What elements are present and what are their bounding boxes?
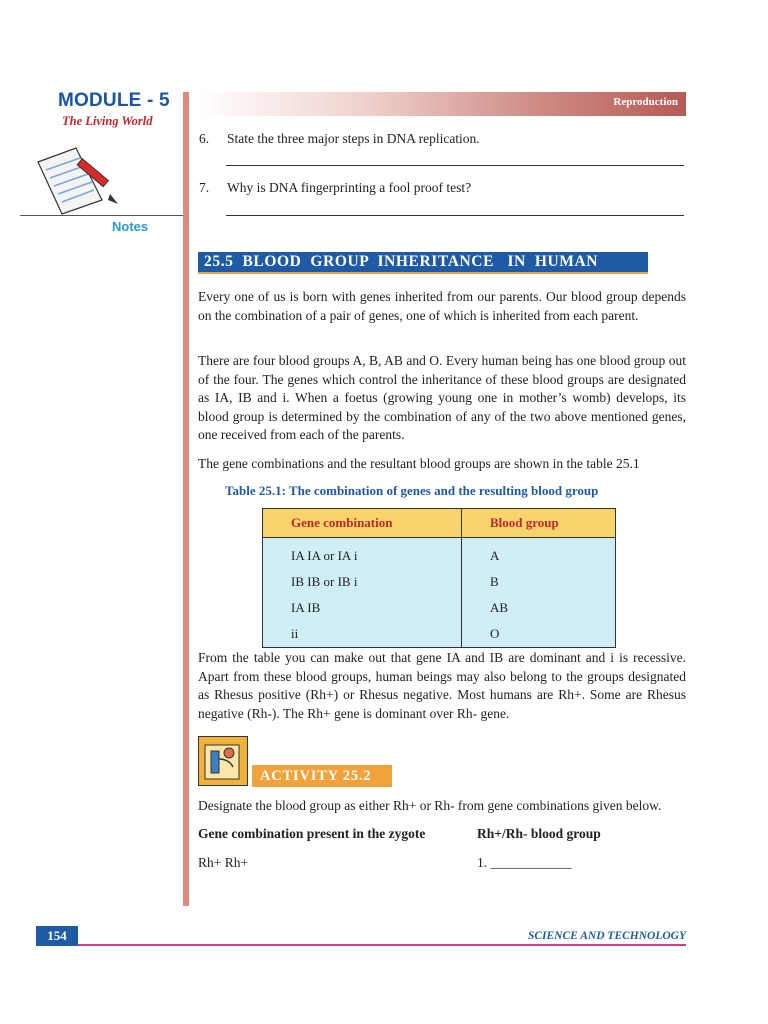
activity-icon <box>198 736 248 786</box>
section-heading <box>198 252 648 274</box>
blood-group-table <box>262 508 616 648</box>
question-7 <box>199 180 471 196</box>
table-cell: ii <box>263 621 462 648</box>
footer-book-title: SCIENCE AND TECHNOLOGY <box>527 930 686 942</box>
paragraph-4: From the table you can make out that gene IA and IB are dominant and i is recessive. Apart from these blood groups, human beings may also belong to the groups designated as Rhesus positive (Rh+) or Rhesus negative. Most humans are Rh+. Some are Rhesus negative (Rh-). The Rh+ gene is dominant over Rh- gene. <box>198 650 686 721</box>
activity-label: ACTIVITY 25.2 <box>252 765 392 787</box>
module-subtitle: The Living World <box>62 114 153 128</box>
table-cell: IB IB or IB i <box>263 569 462 595</box>
table-row <box>263 538 616 570</box>
table-cell: O <box>462 621 616 648</box>
table-caption: Table 25.1: The combination of genes and the resulting blood group <box>225 483 599 498</box>
table-header-blood-group: Blood group <box>462 509 616 538</box>
answer-line[interactable] <box>226 214 684 216</box>
table-row <box>263 621 616 648</box>
section-title: 25.5 BLOOD GROUP INHERITANCE IN HUMAN <box>204 253 599 270</box>
header-band <box>198 92 686 116</box>
footer-rule <box>78 944 686 946</box>
margin-bar <box>183 92 189 906</box>
table-cell: A <box>462 538 616 570</box>
table-cell: IA IA or IA i <box>263 538 462 570</box>
question-text: State the three major steps in DNA replication. <box>227 131 480 146</box>
activity-col-gene: Gene combination present in the zygote <box>198 826 426 841</box>
table-cell: AB <box>462 595 616 621</box>
question-number: 7. <box>199 180 210 195</box>
table-row <box>263 569 616 595</box>
answer-line[interactable] <box>226 164 684 166</box>
question-text: Why is DNA fingerprinting a fool proof test? <box>227 180 472 195</box>
notes-rule <box>20 215 184 216</box>
question-6 <box>199 131 480 147</box>
notes-label: Notes <box>112 219 149 234</box>
activity-col-blood-group: Rh+/Rh- blood group <box>477 826 601 841</box>
paragraph-5: Designate the blood group as either Rh+ or Rh- from gene combinations given below. <box>198 798 662 813</box>
table-row <box>263 595 616 621</box>
table-cell: IA IB <box>263 595 462 621</box>
activity-row-gene: Rh+ Rh+ <box>198 855 249 870</box>
page-number: 154 <box>36 926 78 946</box>
paragraph-3: The gene combinations and the resultant blood groups are shown in the table 25.1 <box>198 456 640 471</box>
table-header-gene: Gene combination <box>263 509 462 538</box>
question-number: 6. <box>199 131 210 146</box>
activity-row-answer[interactable]: 1. ____________ <box>477 855 572 870</box>
notes-icon <box>32 142 122 220</box>
paragraph-2: There are four blood groups A, B, AB and O. Every human being has one blood group out of the four. The genes which control the inheritance of these blood groups are designated as IA, IB and i. When a foetus (growing young one in mother’s womb) develops, its blood group is determined by the combination of any of the two above mentioned genes, one received from each of the parents. <box>198 353 686 442</box>
table-cell: B <box>462 569 616 595</box>
paragraph-1: Every one of us is born with genes inherited from our parents. Our blood group depends on the combination of a pair of genes, one of which is inherited from each parent. <box>198 289 686 323</box>
header-section: Reproduction <box>613 96 678 108</box>
module-title: MODULE - 5 <box>58 90 170 111</box>
